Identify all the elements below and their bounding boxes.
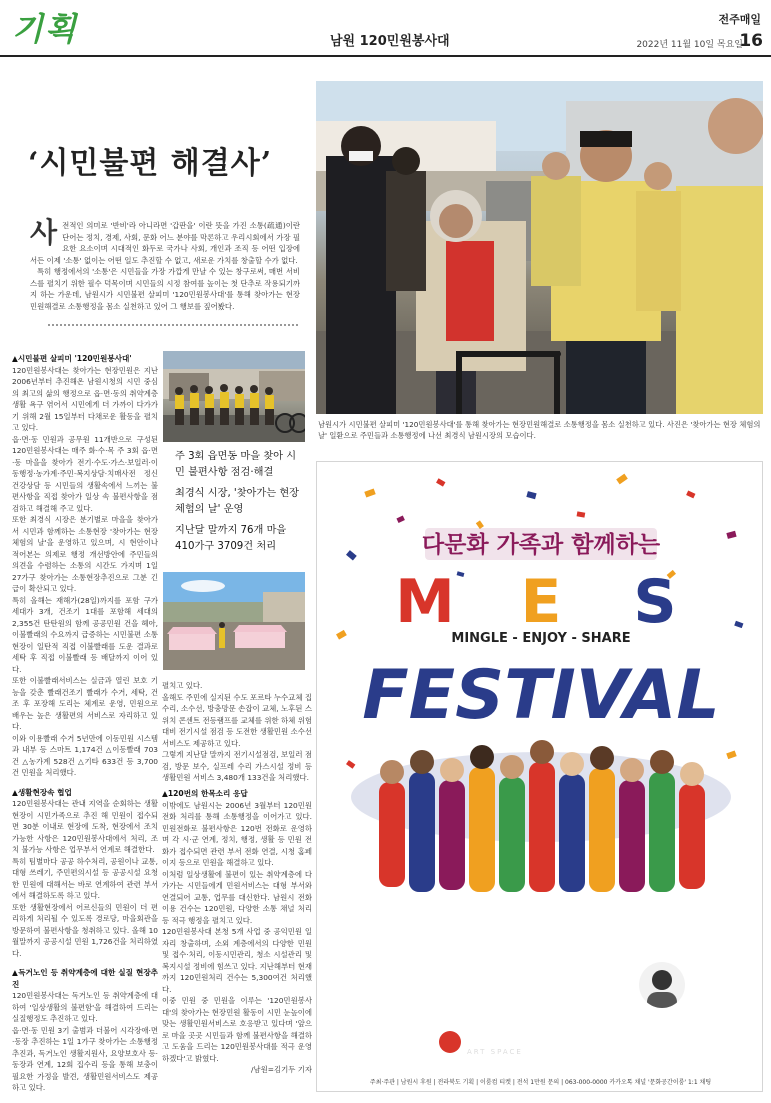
ad-letter-e: E — [520, 567, 562, 637]
paragraph: 펼치고 있다. — [162, 681, 203, 690]
article-column-2-bottom — [162, 788, 312, 1076]
ad-kicker: 다문화 가족과 함께하는 — [421, 532, 661, 558]
concert-guide — [627, 962, 697, 1034]
paragraph: 이처럼 일상생활에 불편이 있는 취약계층에 다가가는 시민들에게 민원서비스는 대형 부서와 연결되어 교통, 업무를 대신한다. 남원시 전화 이용 건수는 120민원, 다양한 소통 채널 처리 등 적극 행정을 펼치고 있다. — [162, 869, 312, 925]
venue-sub: ART SPACE — [467, 1048, 523, 1056]
venue-logo-icon — [439, 1031, 461, 1053]
guide-label: 콘서트가이드 — [638, 1011, 686, 1020]
paragraph: 이밖에도 남원시는 2006년 3월부터 120민원전화 처리를 통해 소통행정을 이어가고 있다. 민원전화로 불편사항은 120번 전화로 운영하며 각 시·군 연계, 정치, 행정, 생활 등 민원 전화가 접수되면 관련 부서 전화 연결, 시청 홈페이지 등으로 민원을 해결하고 있다. — [162, 800, 312, 867]
paragraph: 읍·면·동 민원 3기 출범과 더불어 시각장애·면·동장 추진하는 1일 1가구 찾아가는 소통행정 추진과, 독거노인 생활지원사, 요양보호사 등·동장과 연계, 12회 집수리 등을 통해 보충이 필요한 가정을 발견, 생활민원서비스도 제공하고 있다. — [12, 1025, 158, 1092]
byline: /남원=김기두 기자 — [250, 1065, 312, 1074]
paragraph: 이중 민원 중 민원을 이루는 '120민원봉사대'의 찾아가는 현장민원 활동이 시민 눈높이에 맞는 생활민원서비스로 호응받고 있다며 '앞으로 마을 곳곳 시민들과 함께 불편사항을 해결하고 도움을 드리는 120민원봉사대를 적극 운영하겠다'고 밝혔다. — [162, 996, 312, 1063]
section-label: 기획 — [12, 10, 78, 48]
photo-volunteers-illustration — [163, 351, 305, 442]
ad-venue — [439, 1027, 559, 1056]
section-heading-2: ▲생활현장속 협업 — [12, 787, 72, 797]
main-photo-illustration — [316, 81, 763, 414]
photo-outdoor-tents — [163, 572, 305, 670]
paragraph: 120민원봉사대는 독거노인 등 취약계층에 대하여 '일상생활의 불편함'을 해결하여 드리는 실질행정도 추진하고 있다. — [12, 991, 158, 1023]
ad-subtitle: MINGLE - ENJOY - SHARE — [451, 631, 631, 646]
paragraph: 120민원봉사대는 관내 지역을 순회하는 생활 현장이 시민가족으로 추진 해 민원이 접수되면 30분 이내로 현장에 도착, 현장에서 조치 가능한 사항은 120민원봉사대에서 처리, 조치 불가능 사항은 업무부서 연계로 해결한다. — [12, 799, 158, 854]
header-rule — [0, 55, 771, 57]
photo-volunteers-group — [163, 351, 305, 442]
sub-headline-box — [175, 449, 303, 560]
paragraph: 읍·면·동 민원과 공무원 11개반으로 구성된 120민원봉사대는 매주 화·수·목 주 3회 읍·면·동 마을을 찾아가 전기·수도·가스·보일러·이동행정·농가계·주민·복지상담·치매사전 정신건강상담 등 시민들의 생활속에서 느끼는 불편사항을 직접 찾아가 일상 속 불편사항을 점검하고 해결해 주고 있다. — [12, 434, 158, 513]
paragraph: 특히 올해는 재해가(28일)까지를 포함 구가 세대가 3개, 건조기 1대를 포함해 세대의 2,355건 탄탄원의 함께 공공민원 건을 헤아, 이불빨래의 수요까지 급증하는 시민불편 소통현장이 일탄적 직접 이불빨래를 도운 결과로 세탁 후 직접 이불빨래 등 배달까지 이어 있다. — [12, 595, 158, 674]
paragraph: 120민원봉사대는 찾아가는 현장민원은 지난 2006년부터 추진해온 남원시청의 시민 중심의 최고의 삶의 행정으로 읍·면·동의 취약계층 생활 욕구 엮어서 시민에게 더 가까이 다가가기 위해 2월 15일부터 다채로운 활동을 펼치고 있다. — [12, 365, 158, 432]
paragraph: 특히 팀별마다 공공 하수처리, 공원이나 교통, 대형 쓰레기, 주민편의시설 등 공공시설 요청한 민원에 대해서는 바로 연계하여 관련 부서에서 해결하도록 하고 있다. — [12, 856, 158, 900]
paragraph: 또한 최경식 시장은 분기별로 마을을 찾아가서 시민과 함께하는 소통현장 '찾아가는 현장 체험의 날'을 운영하고 있으며, 시 현안이나 적어본는 의제로 행정 개선방안에 주민들의 의견을 수렴하는 소통의 시간도 가지며 1일 27가구 찾아가는 소통현장추진으로 그분 긴급이 확산되고 있다. — [12, 515, 158, 593]
ad-date: 2022.11.10(목) — [450, 963, 632, 988]
paragraph: 그렇게 지난달 말까지 전기시설점검, 보일러 점검, 방문 보수, 실프레 수리 가스시설 정비 등 생활민원 서비스 3,480개 133건을 처리했다. — [162, 750, 312, 782]
paragraph: 이와 이용빨래 수거 5년만에 이동민원 시스템과 내부 등 스마트 1,174건 △이동빨래 703건 △농가계 528건 △기타 633건 등 3,700건 민원을 처리했다. — [12, 733, 158, 777]
paragraph: 120민원봉사대 본청 5개 사업 중 공익민원 일자리 창출하며, 소외 계층에서의 다양한 민원 및 접수·처리, 이동시민관리, 청소 시설관리 및 복지시설 정비에 힘쓰고 있다. 지난해부터 현재까지 120민원처리 건수는 5,300여건 처리했다. — [162, 927, 312, 994]
paragraph: 또한 이불빨래서비스는 실금과 열린 보호 기능을 갖춘 빨래건조기 빨래가 수거, 세탁, 건조 후 포장해 도리는 체계로 운영, 민원으로 배우는 높은 생활편의 서비스로 자리하고 있다. — [12, 676, 158, 731]
page-title: ‘시민불편 해결사’ — [28, 146, 273, 181]
series-title: 남원 120민원봉사대 — [330, 34, 450, 49]
guide-portrait — [639, 962, 685, 1008]
intro-paragraph-1: 전적인 의미로 '반비'라 아니라면 '갑판을' 이란 뜻을 가진 소통(疏通)이란 단어는 정치, 경제, 사회, 문화 어느 분야를 막론하고 우리시회에서 가장 필요한 요소이며 시대적인 화두로 국가나 사회, 개인과 조직 등 어떤 입장에서든 이제 '소통' 없이는 어떤 일도 추진할 수 없고, 새로운 가치를 창출할 수가 없다. — [30, 221, 300, 265]
ad-festival: FESTIVAL — [362, 656, 720, 735]
venue-name: 문화공간 이룸 — [467, 1029, 560, 1047]
sub-headline-1: 주 3회 읍면동 마을 찾아 시민 불편사항 점검·해결 — [175, 451, 297, 478]
section-heading-1: ▲시민불편 살피미 '120민원봉사대' — [12, 354, 132, 363]
photo-main-mayor-greeting — [316, 81, 763, 414]
paper-name: 전주매일 — [718, 13, 761, 26]
ad-letter-s: S — [633, 567, 677, 637]
ad-time: 7:30 pm — [485, 993, 597, 1021]
dotted-divider — [48, 324, 298, 326]
photo-tents-illustration — [163, 572, 305, 670]
page-number: 16 — [739, 31, 763, 51]
sub-headline-3: 지난달 말까지 76개 마을 410가구 3709건 처리 — [175, 525, 287, 552]
photo-caption: 남원시가 시민불편 살피미 '120민원봉사대'를 통해 찾아가는 현장민원해결로 소통행정을 몸소 실천하고 있다. 사진은 '찾아가는 현장 체험의 날' 일환으로 주민들과 소통행정에 나선 최경식 남원시장의 모습이다. — [318, 420, 761, 440]
ad-letter-m: M — [395, 567, 455, 637]
section-heading-4: ▲120번의 한목소리 응답 — [162, 789, 248, 798]
article-column-2-top — [162, 680, 312, 784]
sub-headline-2: 최경식 시장, '찾아가는 현장 체험의 날' 운영 — [175, 488, 300, 515]
guide-name: 김형해 — [648, 1024, 676, 1034]
intro-text — [30, 216, 300, 312]
crowd-illustration — [351, 740, 731, 892]
ad-footer: 주최·주관 | 남원시 후원 | 전라북도 기획 | 이룸컴 티켓 | 전석 1만원 문의 | 063-000-0000 카카오톡 채널 '문화공간이룸' 1:1 채팅 — [317, 1073, 763, 1092]
drop-cap: 사 — [30, 216, 58, 249]
article-column-1 — [12, 353, 158, 1094]
festival-advertisement — [316, 461, 763, 1092]
guide-portrait-icon — [639, 962, 685, 1008]
date-line: 2022년 11월 10일 목요일 — [636, 40, 743, 50]
section-heading-3: ▲독거노인 등 취약계층에 대한 실질 현장추진 — [12, 968, 158, 989]
intro-paragraph-2: 특히 행정에서의 '소통'은 시민들을 가장 가깝게 만날 수 있는 창구로써, 매번 서비스를 펼치기 위한 필수 덕목이며 시민들의 시정 참여를 높이는 첫 단추로 작용되기까지 하는 가운데, 남원시가 시민불편 살피미 '120민원봉사대'를 통해 찾아가는 현장민원해결로 소통행정을 몸소 실천하고 있어 그 행보를 짚어봤다. — [30, 267, 300, 311]
paragraph: 올해도 주민에 실지된 수도 포르타 누수교체 집수리, 소수선, 방충망문 손잡이 교체, 노후된 스위치 콘센트 전등램프를 교체를 위한 하체 위험대비 전기시설 점검 등 도전한 생활민원 소수선 서비스도 제공하고 있다. — [162, 692, 312, 748]
paragraph: 또한 생활현장에서 어르신들의 민원이 더 편리하게 처리될 수 있도록 경로당, 마을회관을 방문하여 불편사항을 청취하고 있다. 올해 10월말까지 공공시설 민원 1,726건을 처리하였다. — [12, 902, 158, 958]
